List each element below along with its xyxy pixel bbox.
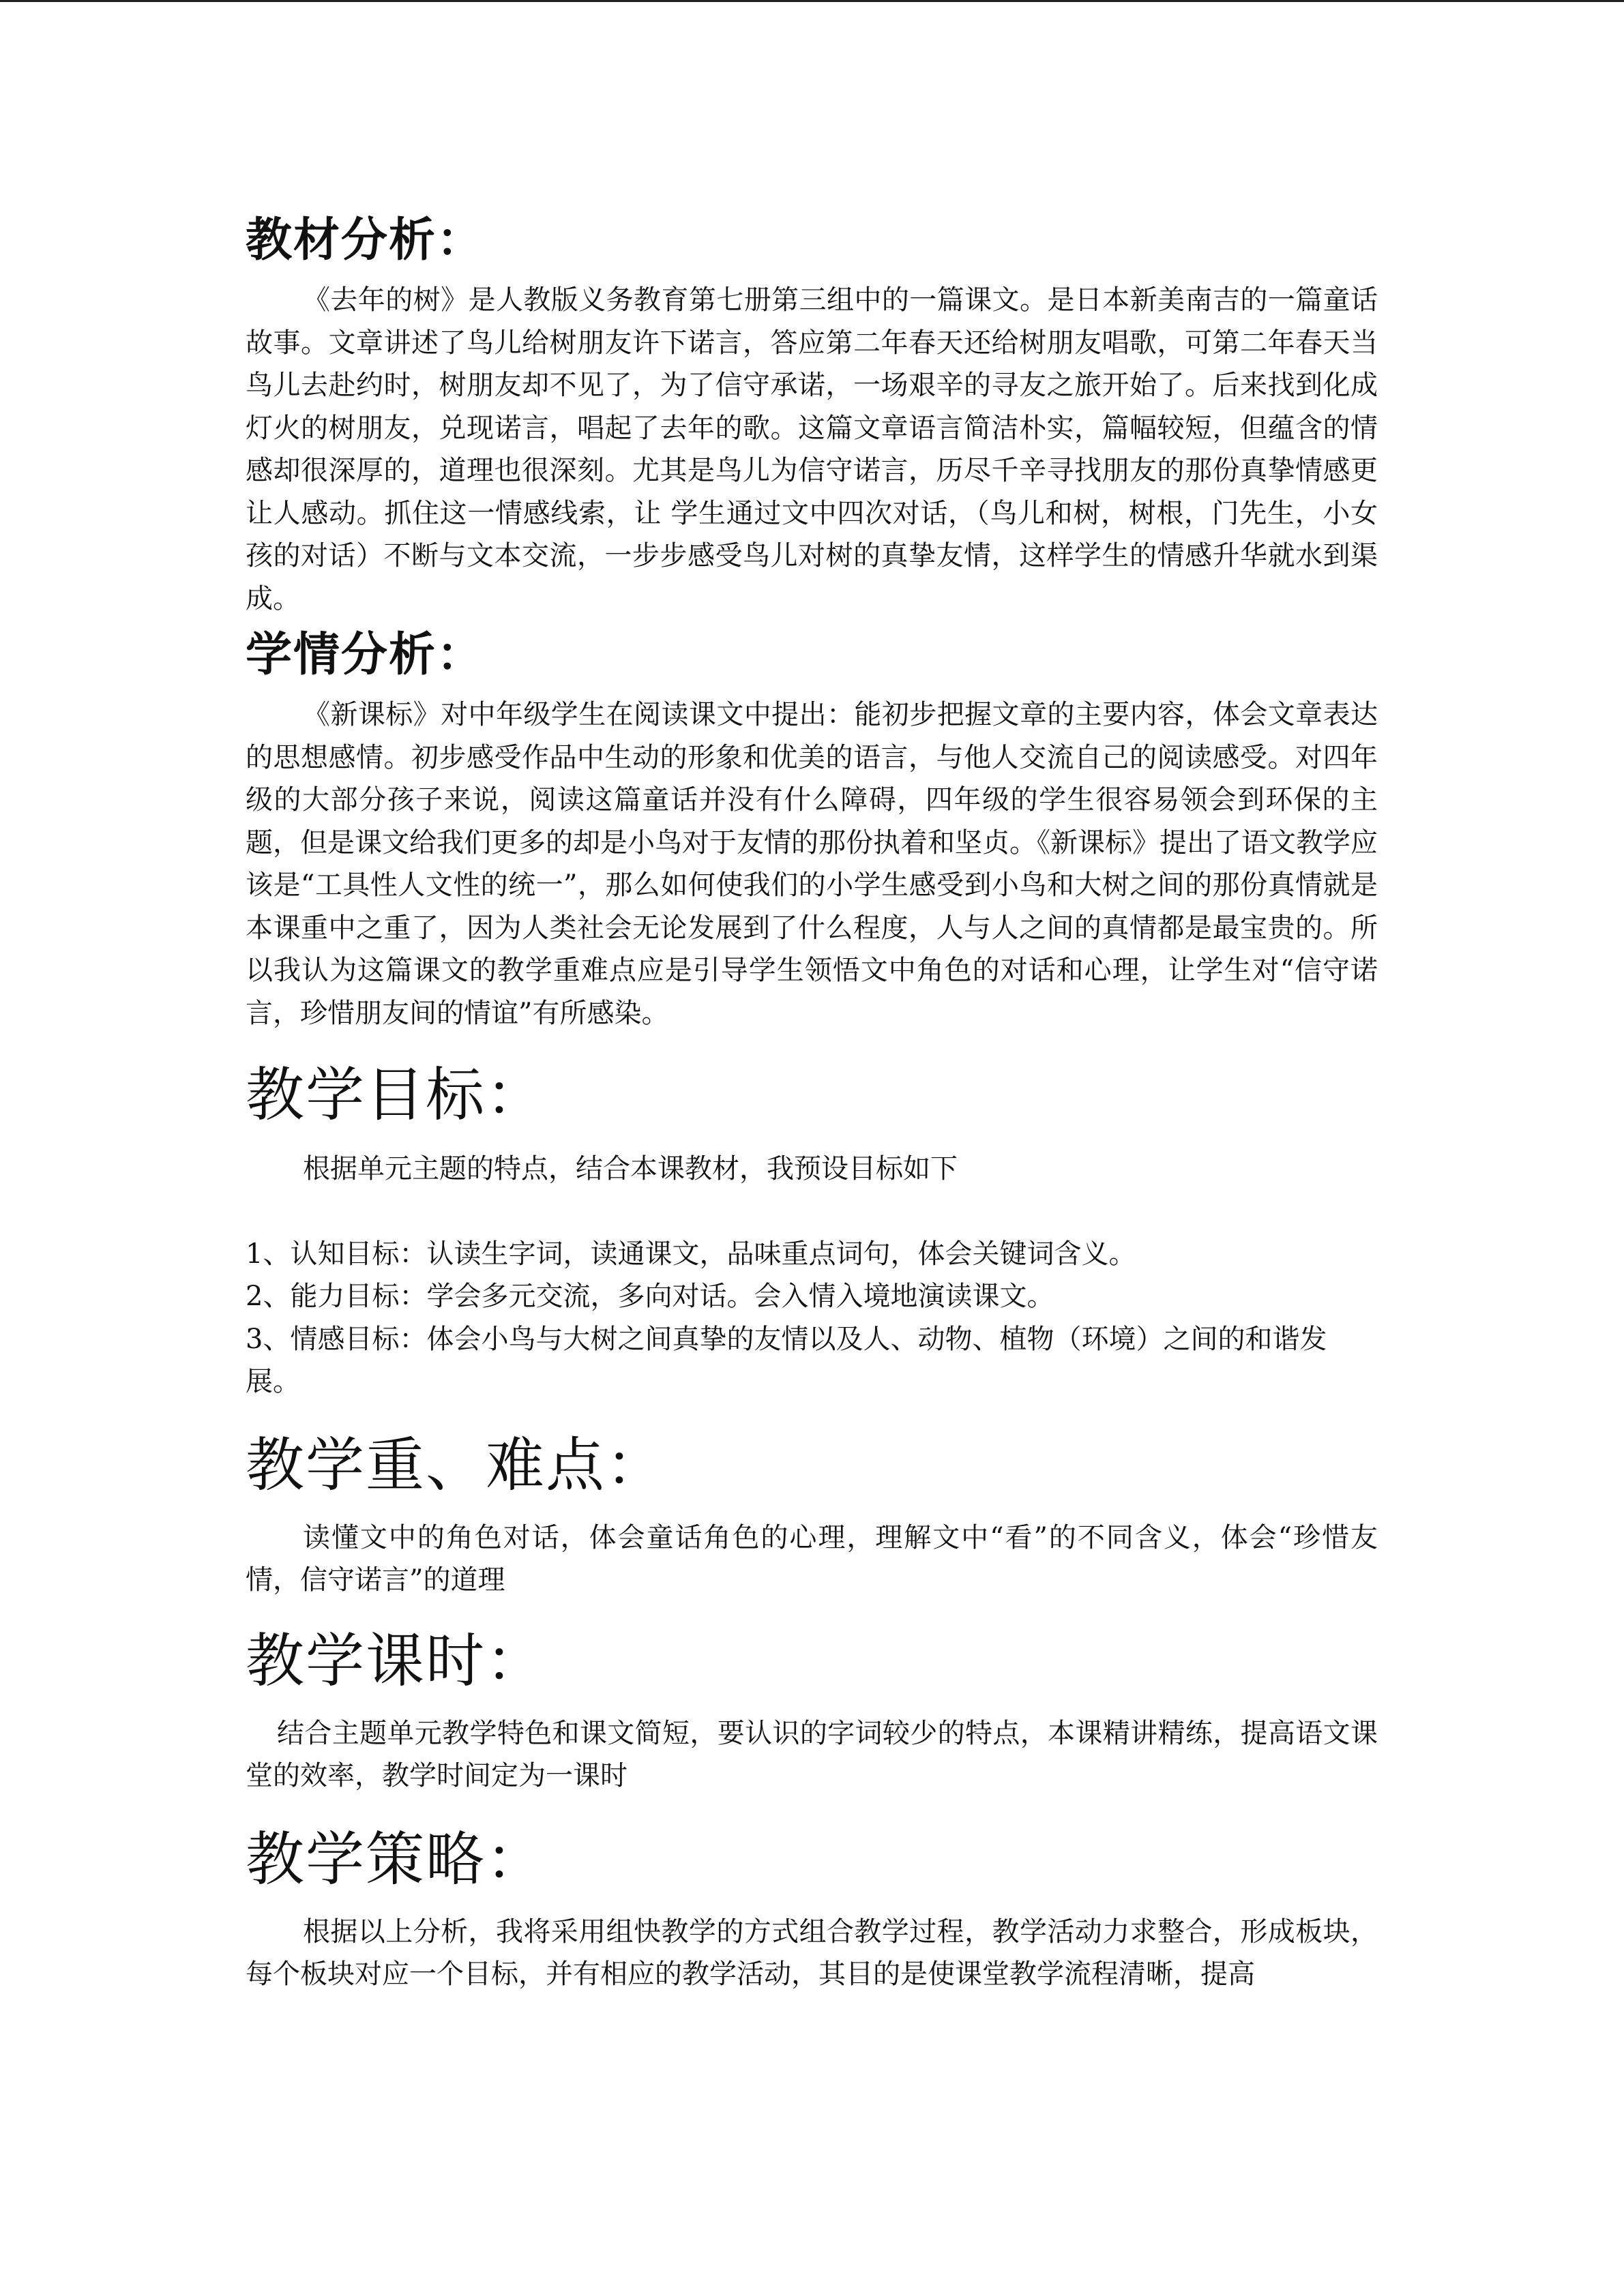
paragraph-teaching-hours: 结合主题单元教学特色和课文简短，要认识的字词较少的特点，本课精讲精练，提高语文课堂的效率，教学时间定为一课时 [246, 1717, 1378, 1791]
heading-key-difficult-points: 教学重、难点： [246, 1431, 666, 1500]
paragraph-goals-intro: 根据单元主题的特点，结合本课教材，我预设目标如下 [303, 1153, 958, 1184]
goal-item-cognitive: 1、认知目标：认读生字词，读通课文，品味重点词句，体会关键词含义。 [246, 1238, 1136, 1270]
paragraph-teaching-strategy: 根据以上分析，我将采用组快教学的方式组合教学过程，教学活动力求整合，形成板块，每个板块对应一个目标，并有相应的教学活动，其目的是使课堂教学流程清晰，提高 [246, 1915, 1378, 1990]
paragraph-student-analysis: 《新课标》对中年级学生在阅读课文中提出：能初步把握文章的主要内容，体会文章表达的思想感情。初步感受作品中生动的形象和优美的语言，与他人交流自己的阅读感受。对四年级的大部分孩子来说，阅读这篇童话并没有什么障碍，四年级的学生很容易领会到环保的主题，但是课文给我们更多的却是小鸟对于友情的那份执着和坚贞。《新课标》提出了语文教学应该是“工具性人文性的统一”，那么如何使我们的小学生感受到小鸟和大树之间的那份真情就是本课重中之重了，因为人类社会无论发展到了什么程度，人与人之间的真情都是最宝贵的。所以我认为这篇课文的教学重难点应是引导学生领悟文中角色的对话和心理，让学生对“信守诺言，珍惜朋友间的情谊”有所感染。 [246, 699, 1378, 1029]
heading-teaching-goals: 教学目标： [246, 1061, 546, 1129]
heading-student-analysis: 学情分析： [246, 628, 485, 682]
paragraph-material-analysis: 《去年的树》是人教版义务教育第七册第三组中的一篇课文。是日本新美南吉的一篇童话故事。文章讲述了鸟儿给树朋友许下诺言，答应第二年春天还给树朋友唱歌，可第二年春天当鸟儿去赴约时，树朋友却不见了，为了信守承诺，一场艰辛的寻友之旅开始了。后来找到化成灯火的树朋友，兑现诺言，唱起了去年的歌。这篇文章语言简洁朴实，篇幅较短，但蕴含的情感却很深厚的，道理也很深刻。尤其是鸟儿为信守诺言，历尽千辛寻找朋友的那份真挚情感更让人感动。抓住这一情感线索，让 学生通过文中四次对话，（鸟儿和树，树根，门先生，小女孩的对话）不断与文本交流，一步步感受鸟儿对树的真挚友情，这样学生的情感升华就水到渠成。 [246, 284, 1378, 614]
paragraph-key-difficult-points: 读懂文中的角色对话，体会童话角色的心理，理解文中“看”的不同含义，体会“珍惜友情，信守诺言”的道理 [246, 1521, 1378, 1596]
heading-material-analysis: 教材分析： [246, 213, 485, 267]
goal-item-ability: 2、能力目标：学会多元交流，多向对话。会入情入境地演读课文。 [246, 1281, 1054, 1312]
document-content [246, 207, 1378, 1996]
goal-item-emotion: 3、情感目标：体会小鸟与大树之间真挚的友情以及人、动物、植物（环境）之间的和谐发展。 [246, 1323, 1327, 1397]
heading-teaching-hours: 教学课时： [246, 1626, 546, 1695]
heading-teaching-strategy: 教学策略： [246, 1825, 546, 1894]
goals-list [246, 1233, 1378, 1403]
